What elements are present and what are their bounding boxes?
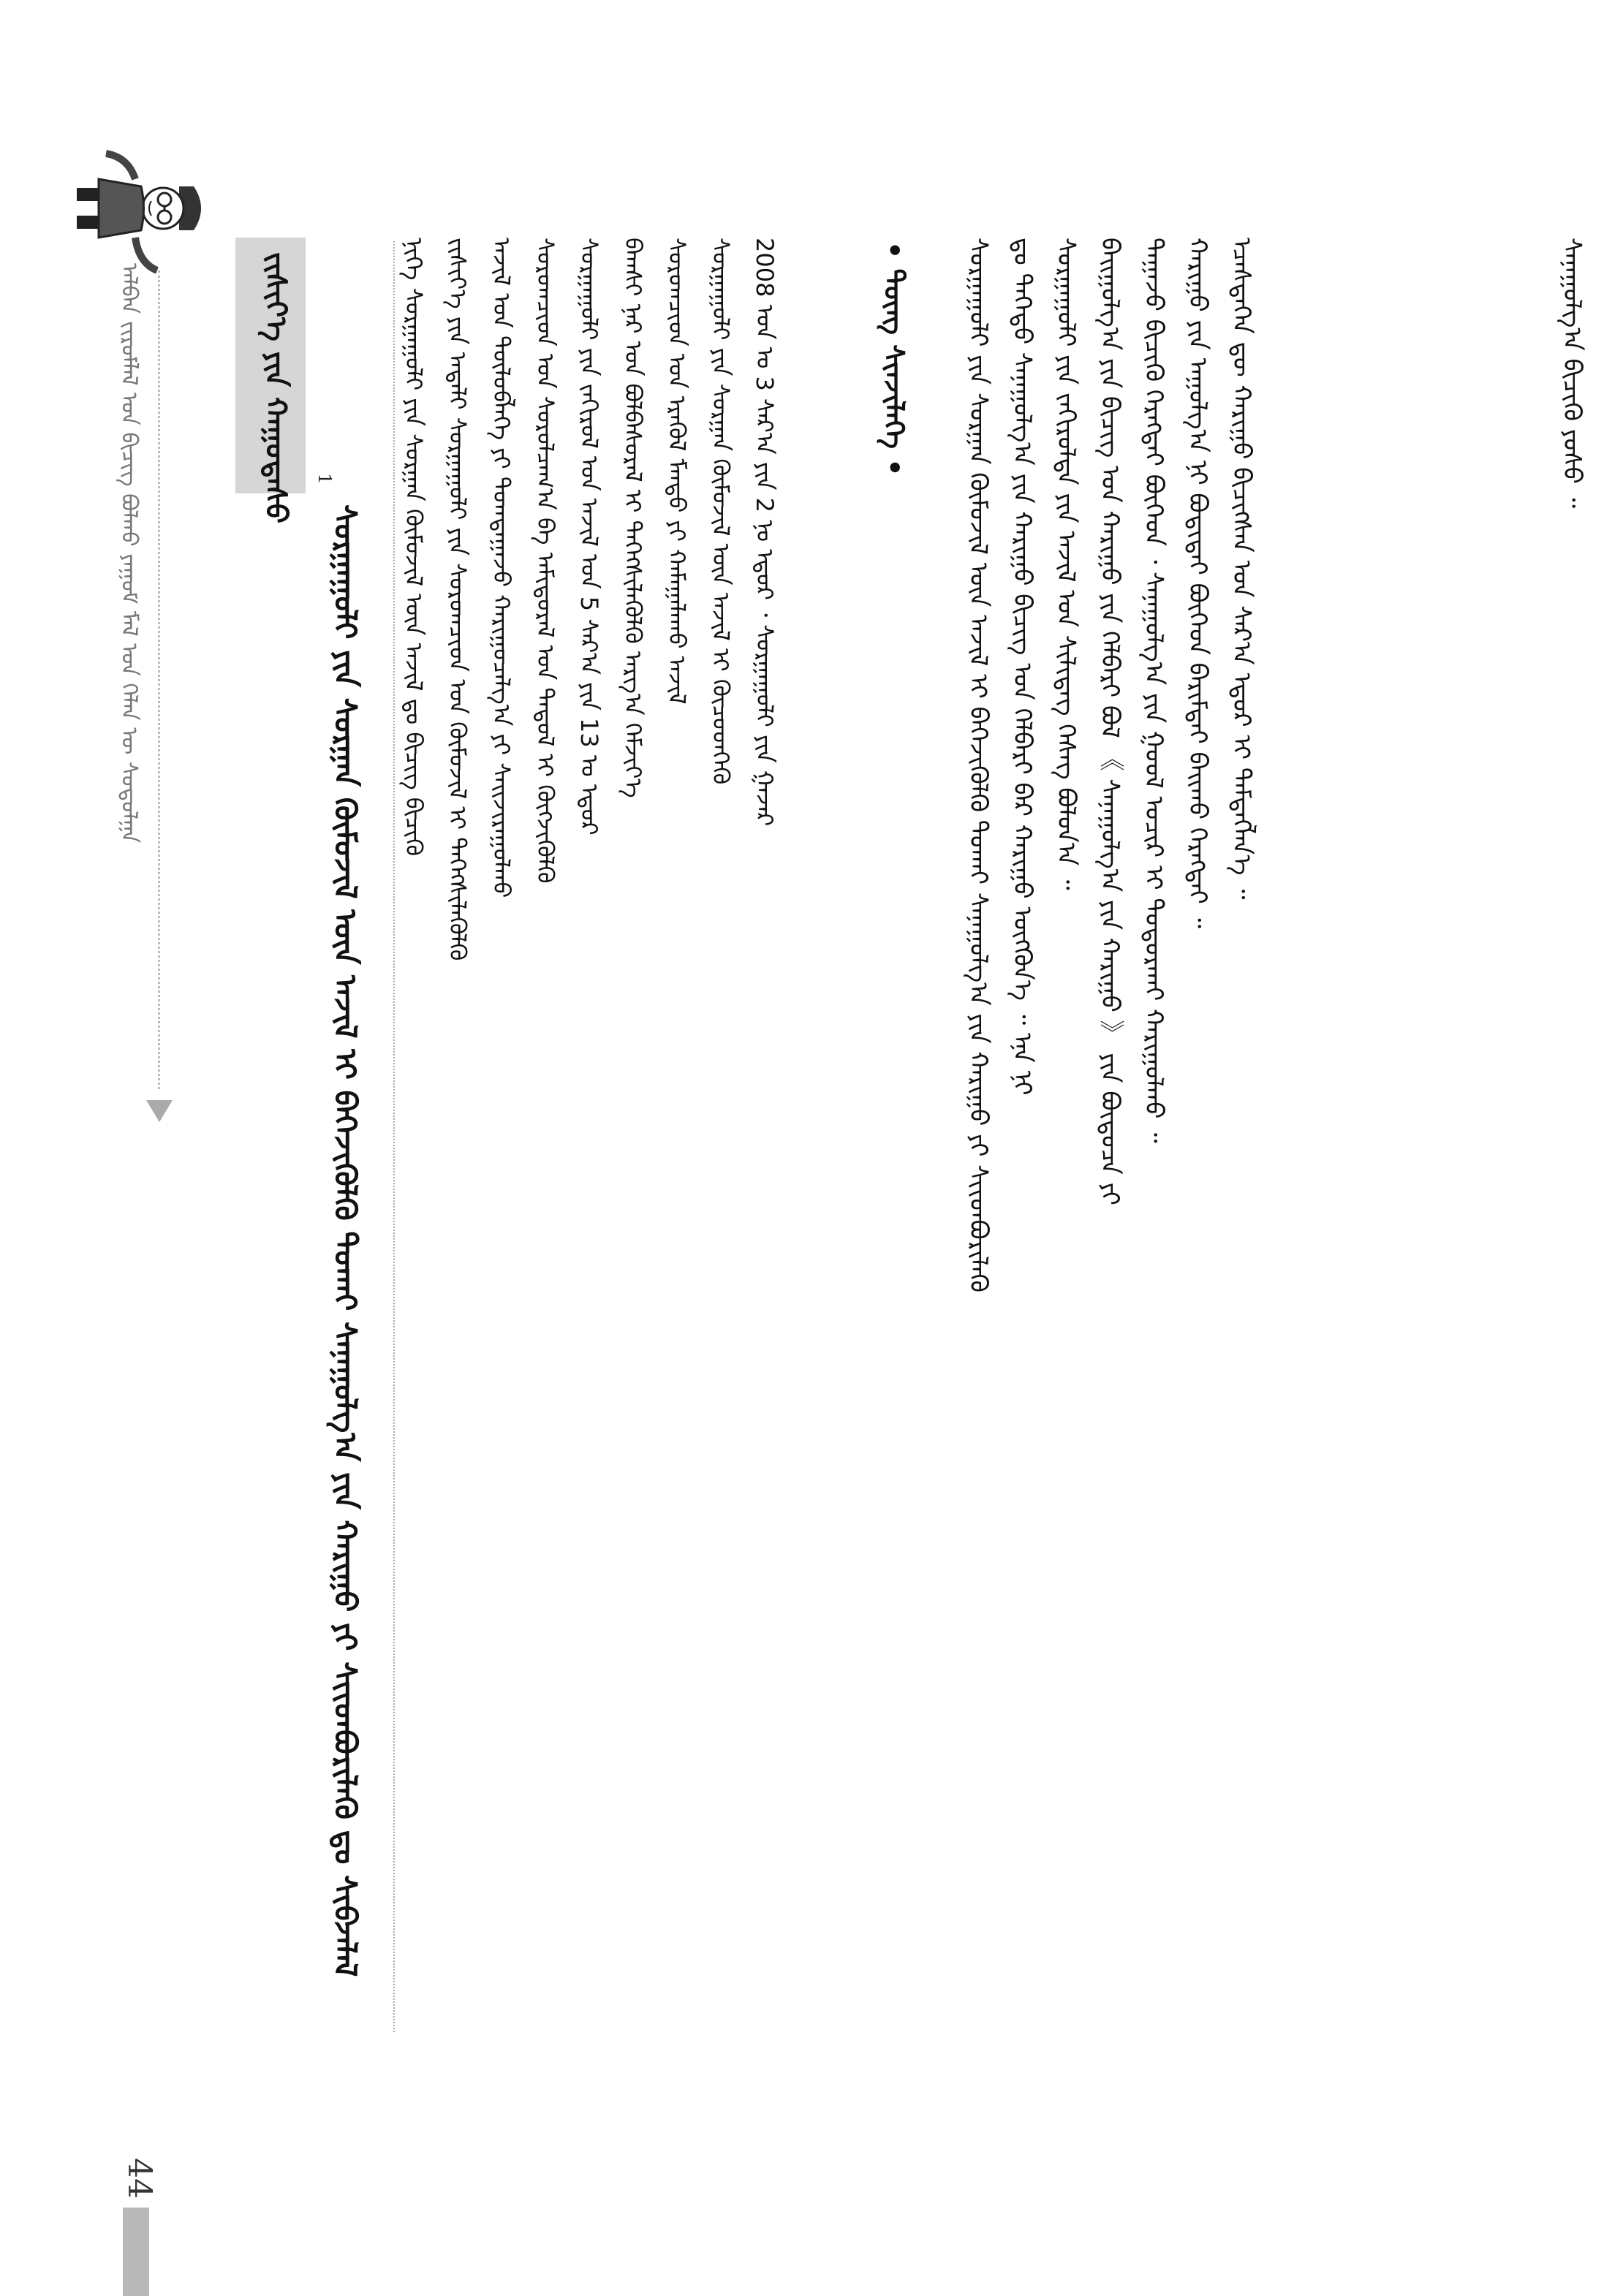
main-line: ᠬᠠᠷᠢᠭᠤ ᠶᠢᠨ ᠠᠭᠤᠯᠭ᠎ᠠ ᠨᠢ ᠪᠣᠳᠢᠲᠠᠢ ᠪᠥᠭᠡᠳ ᠪᠠᠷᠢᠮᠲᠠᠢ ᠪᠠᠢᠬᠤ ᠬᠡᠷᠡᠭᠲᠡᠢ ᠃ [1183,238,1212,928]
bullet-heading: • ᠳᠦᠩ ᠰᠢᠨᠵᠢᠯᠡᠭᠡ • [878,241,910,477]
header-divider [158,270,160,1089]
example-line: ᠨᠢᠭᠡ ᠰᠤᠷᠭᠠᠭᠤᠯᠢ ᠶᠢᠨ ᠰᠤᠷᠭᠠᠨ ᠬᠦᠮᠦᠵᠢᠯ ᠦᠨ ᠠᠵᠢᠯ ᠳᠤ ᠪᠢᠴᠢᠭ ᠪᠢᠴᠢᠬᠦ [400,238,428,857]
section-title: ᠰᠤᠷᠭᠠᠭᠤᠯᠢ ᠶᠢᠨ ᠰᠤᠷᠭᠠᠨ ᠬᠦᠮᠦᠵᠢᠯ ᠦᠨ ᠠᠵᠢᠯ ᠢ ᠪᠡᠬᠡᠵᠢᠭᠦᠯᠬᠦ ᠲᠤᠬᠠᠢ ᠰᠠᠨᠠᠭᠤᠯᠭ᠎ᠠ ᠶᠢᠨ ᠬᠠᠷᠢᠭᠤ ᠶᠢ ᠰᠢᠢᠳᠪᠦᠷᠢᠯᠡᠬᠦ ᠳᠤ ᠰᠢᠪᠵᠠᠯᠠᠯ [328,504,363,1977]
mascot-illustration [58,135,219,281]
page-side-bar [123,2208,149,2296]
example-line: ᠪᠠᠭᠰᠢ ᠨᠠᠷ ᠤᠨ ᠪᠣᠯᠪᠠᠰᠤᠷᠠᠯ ᠢ ᠳᠡᠭᠡᠭᠰᠢᠯᠡᠭᠦᠯᠬᠦ ᠠᠷᠭ᠎ᠠ ᠬᠡᠮᠵᠢᠶ᠎ᠡ [619,238,647,798]
section-number: 1 [314,473,335,485]
main-line: ᠰᠤᠷᠭᠠᠭᠤᠯᠢ ᠶᠢᠨ ᠰᠤᠷᠭᠠᠨ ᠬᠦᠮᠦᠵᠢᠯ ᠦᠨ ᠠᠵᠢᠯ ᠢ ᠪᠡᠬᠡᠵᠢᠭᠦᠯᠬᠦ ᠲᠤᠬᠠᠢ ᠰᠠᠨᠠᠭᠤᠯᠭ᠎ᠠ ᠶᠢᠨ ᠬᠠᠷᠢᠭᠤ ᠶᠢ ᠰᠢᠢᠳᠪᠦᠷᠢᠯᠡᠬᠦ [964,238,993,1292]
running-header-text: ᠠᠯᠪᠠᠨ ᠵᠢᠷᠤᠮᠯᠠᠯ ᠤᠨ ᠪᠢᠴᠢᠭ ᠪᠣᠯᠬᠤ ᠶᠠᠭᠤᠮ ᠮᠠᠯ ᠤᠨ ᠬᠡᠯᠡᠨ ᠦ ᠰᠤᠳᠤᠯᠭᠠ [116,263,142,844]
main-paragraph [958,238,1265,2065]
running-header [110,263,154,1111]
example-line: 2008 ᠣᠨ ᠤ 3 ᠰᠠᠷ᠎ᠠ ᠶᠢᠨ 2 ᠨᠤ ᠡᠳᠦᠷ ᠂ ᠰᠤᠷᠭᠠᠭᠤᠯᠢ ᠶᠢᠨ ᠭᠠᠵᠠᠷ [751,238,779,827]
main-line: ᠳᠠᠭᠠᠵᠤ ᠪᠢᠴᠢᠬᠦ ᠬᠡᠷᠡᠭᠲᠡᠢ ᠪᠥᠭᠡᠳ ᠂ ᠰᠠᠨᠠᠭᠤᠯᠭ᠎ᠠ ᠶᠢᠨ ᠭᠣᠣᠯ ᠤᠴᠢᠷ ᠢ ᠲᠣᠳᠤᠷᠬᠠᠢ ᠬᠠᠷᠢᠭᠤᠯᠬᠤ ᠃ [1139,238,1168,1143]
page-number: 44 [121,2158,158,2199]
main-line: ᠰᠤᠷᠭᠠᠭᠤᠯᠢ ᠶᠢᠨ ᠵᠠᠬᠢᠷᠤᠯᠲᠠ ᠶᠢᠨ ᠠᠵᠢᠯ ᠤᠨ ᠰᠢᠯᠢᠳᠡᠭ ᠬᠡᠰᠡᠭ ᠪᠣᠯᠤᠨ᠎ᠠ ᠃ [1051,238,1081,890]
example-line: ᠰᠤᠷᠤᠭᠴᠢᠳ ᠤᠨ ᠡᠷᠡᠭᠦᠯ ᠮᠡᠨᠳᠦ ᠶᠢ ᠬᠠᠮᠠᠭᠠᠯᠠᠬᠤ ᠠᠵᠢᠯ [663,238,691,705]
main-line: ᠡᠴᠡᠰᠲᠡᠭᠡᠨ ᠳᠦ ᠬᠠᠷᠢᠭᠤ ᠪᠢᠴᠢᠭᠰᠡᠨ ᠣᠨ ᠰᠠᠷ᠎ᠠ ᠡᠳᠦᠷ ᠢ ᠲᠡᠮᠳᠡᠭᠯᠡᠨ᠎ᠡ ᠃ [1227,238,1256,900]
example-line: ᠵᠢᠱᠢᠶ᠎ᠡ ᠶᠢᠨ ᠠᠳᠠᠯᠢ ᠰᠤᠷᠭᠠᠭᠤᠯᠢ ᠶᠢᠨ ᠰᠤᠷᠤᠭᠴᠢᠳ ᠤᠨ ᠬᠦᠮᠦᠵᠢᠯ ᠢ ᠳᠡᠭᠡᠭᠰᠢᠯᠡᠭᠦᠯᠬᠦ [444,238,472,961]
example-line: ᠰᠤᠷᠤᠭᠴᠢᠳ ᠤᠨ ᠰᠤᠷᠤᠯᠴᠠᠭ᠎ᠠ ᠪᠠ ᠠᠮᠢᠳᠤᠷᠠᠯ ᠤᠨ ᠳᠠᠳᠤᠯ ᠢ ᠬᠥᠭᠵᠢᠭᠦᠯᠬᠦ [531,238,559,884]
example-line: ᠰᠤᠷᠭᠠᠭᠤᠯᠢ ᠶᠢᠨ ᠵᠠᠬᠢᠷᠤᠯ ᠤᠨ ᠠᠵᠢᠯ ᠤᠨ 5 ᠰᠠᠷ᠎ᠠ ᠶᠢᠨ 13 ᠤ ᠡᠳᠦᠷ [575,238,603,836]
main-line: ᠳᠤ ᠳᠡᠭᠡᠳᠦ ᠰᠠᠨᠠᠭᠤᠯᠭ᠎ᠠ ᠶᠢᠨ ᠬᠠᠷᠢᠭᠤ ᠪᠢᠴᠢᠭ ᠤᠨ ᠬᠡᠯᠪᠡᠷᠢ ᠪᠡᠷ ᠬᠠᠷᠢᠭᠤ ᠥᠭᠭᠦᠨ᠎ᠡ ᠃ ᠡᠨᠡ ᠨᠢ [1007,238,1037,1096]
header-triangle-icon [146,1100,173,1122]
section-label-box [235,238,306,524]
section-label: ᠵᠢᠱᠢᠶ᠎ᠡ ᠶᠢᠨ ᠬᠠᠭᠤᠳᠠᠰᠤ [259,252,292,524]
closing-line: ᠰᠠᠨᠠᠭᠤᠯᠭ᠎ᠠ ᠪᠢᠴᠢᠬᠦ ᠶᠣᠰᠣ ᠃ [1557,238,1586,509]
example-line: ᠰᠤᠷᠭᠠᠭᠤᠯᠢ ᠶᠢᠨ ᠰᠤᠷᠭᠠᠨ ᠬᠦᠮᠦᠵᠢᠯ ᠦᠨ ᠠᠵᠢᠯ ᠢ ᠬᠦᠴᠦᠳᠬᠡᠬᠦ [707,238,735,785]
main-line: ᠪᠠᠢᠭᠤᠯᠭ᠎ᠠ ᠶᠢᠨ ᠪᠢᠴᠢᠭ ᠤᠨ ᠬᠠᠷᠢᠭᠤ ᠶᠢᠨ ᠬᠡᠯᠪᠡᠷᠢ ᠪᠣᠯ 《 ᠰᠠᠨᠠᠭᠤᠯᠭ᠎ᠠ ᠶᠢᠨ ᠬᠠᠷᠢᠭᠤ 》 ᠶᠢᠨ ᠪᠦᠲᠦᠴᠡ ᠶᠢ [1095,238,1124,1205]
example-line: ᠠᠵᠢᠯ ᠤᠨ ᠲᠥᠯᠦᠪᠯᠡᠭᠡ ᠶᠢ ᠲᠣᠭᠲᠠᠭᠠᠵᠤ ᠬᠠᠷᠢᠭᠤᠴᠠᠯᠭ᠎ᠠ ᠶᠢ ᠰᠠᠢᠵᠢᠷᠠᠭᠤᠯᠬᠤ [488,238,515,898]
example-paragraph [395,238,804,2050]
